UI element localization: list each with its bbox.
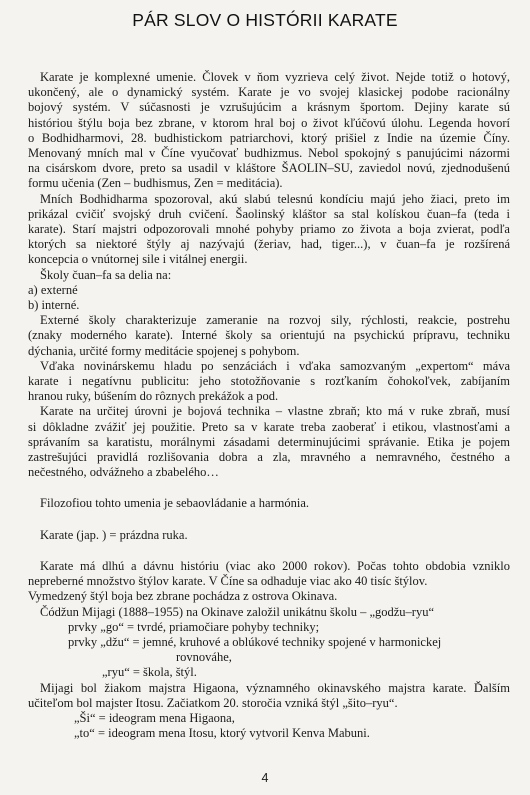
text-line: a) externé	[28, 282, 78, 297]
paragraph-gap	[28, 480, 510, 496]
text-line: zastrešujúci pravidlá rozlišovania dobra a zla, mravného a nemravného, čestného a	[28, 450, 510, 465]
text-line: Externé školy charakterizuje zameranie na rozvoj sily, rýchlosti, reakcie, postrehu	[40, 313, 510, 328]
text-line: Karate má dlhú a dávnu históriu (viac ako 2000 rokov). Počas tohto obdobia vzniklo	[40, 558, 510, 573]
text-line: Vďaka novinárskemu hladu po senzáciách i vďaka samozvaným „expertom“ máva	[40, 358, 510, 373]
text-line: Mních Bodhidharma spozoroval, akú slabú telesnú kondíciu majú jeho žiaci, preto im	[40, 191, 510, 206]
text-line: Čódžun Mijagi (1888–1955) na Okinave založil unikátnu školu – „godžu–ryu“	[40, 604, 435, 619]
text-line: (znaky moderného karate). Interné školy sa orientujú na psychickú prípravu, techniku	[28, 328, 510, 343]
text-line: „Ši“ = ideogram mena Higaona,	[74, 710, 235, 725]
text-line: dýchania, určité formy meditácie spojenej s pohybom.	[28, 343, 300, 358]
text-line: bojový systém. V súčasnosti je vzrušujúcim a krásnym športom. Dejiny karate sú	[28, 100, 510, 115]
text-line: nepreberné množstvo štýlov karate. V Číne sa odhaduje viac ako 40 tisíc štýlov.	[28, 574, 428, 589]
text-line: Filozofiou tohto umenia je sebaovládanie a harmónia.	[40, 496, 310, 511]
paragraph-gap	[28, 543, 510, 559]
text-line: karate i negatívnu publicitu: jeho stotožňovanie s rozťkaním čohokoľvek, zabíjaním	[28, 374, 510, 389]
text-line: prvky „go“ = tvrdé, priamočiare pohyby techniky;	[68, 619, 320, 634]
page-number: 4	[261, 771, 269, 785]
text-line: správaním sa karatistu, morálnymi zásadami determinujúcimi správanie. Etika je pojem	[28, 434, 510, 449]
text-line: karate). Starí majstri odpozorovali mnohé pohyby priamo zo života a boja zvierat, podľa	[28, 222, 510, 237]
text-line: b) interné.	[28, 298, 80, 313]
text-line: prikázal cvičiť svojský druh cvičení. Šaolinský kláštor sa stal kolískou čuan–fa (teda i	[28, 206, 510, 221]
text-line: Karate na určitej úrovni je bojová technika – vlastne zbraň; kto má v ruke zbraň, musí	[40, 404, 510, 419]
text-line: históriou štýlu boja bez zbrane, v ktorom hral boj o život kľúčovú úlohu. Legenda hovorí	[28, 115, 510, 130]
text-line: rovnováhe,	[176, 650, 232, 665]
paragraph-gap	[28, 512, 510, 528]
text-line: ukončený, ale o dynamický systém. Karate je vo svojej klasickej podobe racionálny	[28, 85, 510, 100]
text-line: Karate je komplexné umenie. Človek v ňom vyzrieva celý život. Nejde totiž o hotový,	[40, 70, 510, 84]
text-line: koncepcia o vnútornej sile i vitálnej energii.	[28, 252, 248, 267]
text-line: Vymedzený štýl boja bez zbrane pochádza z ostrova Okinava.	[28, 589, 338, 604]
text-line: Školy čuan–fa sa delia na:	[40, 267, 172, 282]
text-line: na cisárskom dvore, preto sa usadil v kláštore ŠAOLIN–SU, zaviedol novú, zjednodušenú	[28, 161, 510, 176]
text-line: „ryu“ = škola, štýl.	[102, 665, 197, 680]
text-line: učiteľom bol majster Itosu. Začiatkom 20. storočia vzniká štýl „šito–ryu“.	[28, 695, 398, 710]
text-line: o Bodhidharmovi, 28. budhistickom patriarchovi, ktorý prišiel z Indie na územie Číny.	[28, 130, 510, 145]
text-line: prvky „džu“ = jemné, kruhové a oblúkové techniky spojené v harmonickej	[68, 634, 442, 649]
text-line: Mijagi bol žiakom majstra Higaona, významného okinavského majstra karate. Ďalším	[40, 680, 510, 695]
text-line: formu učenia (Zen – budhismus, Zen = meditácia).	[28, 176, 283, 191]
text-line: Menovaný mních mal v Číne vyučovať budhizmus. Nebol spokojný s panujúcimi názormi	[28, 146, 510, 161]
text-line: si dôkladne zvážiť jej použitie. Preto sa v karate treba zaoberať i etikou, vlastnosťami a	[28, 419, 510, 434]
page-title: PÁR SLOV O HISTÓRII KARATE	[132, 10, 398, 30]
text-line: „to“ = ideogram mena Itosu, ktorý vytvoril Kenva Mabuni.	[74, 726, 370, 741]
text-line: hranou ruky, búšením do rôznych prekážok a pod.	[28, 389, 279, 404]
text-line: ktorých sa niektoré štýly aj nazývajú (žeriav, had, tiger...), v čuan–fa je rozšírená	[28, 237, 510, 252]
text-line: nečestného, odvážneho a zbabelého…	[28, 465, 219, 480]
text-line: Karate (jap. ) = prázdna ruka.	[40, 527, 188, 542]
body-text	[28, 70, 510, 741]
